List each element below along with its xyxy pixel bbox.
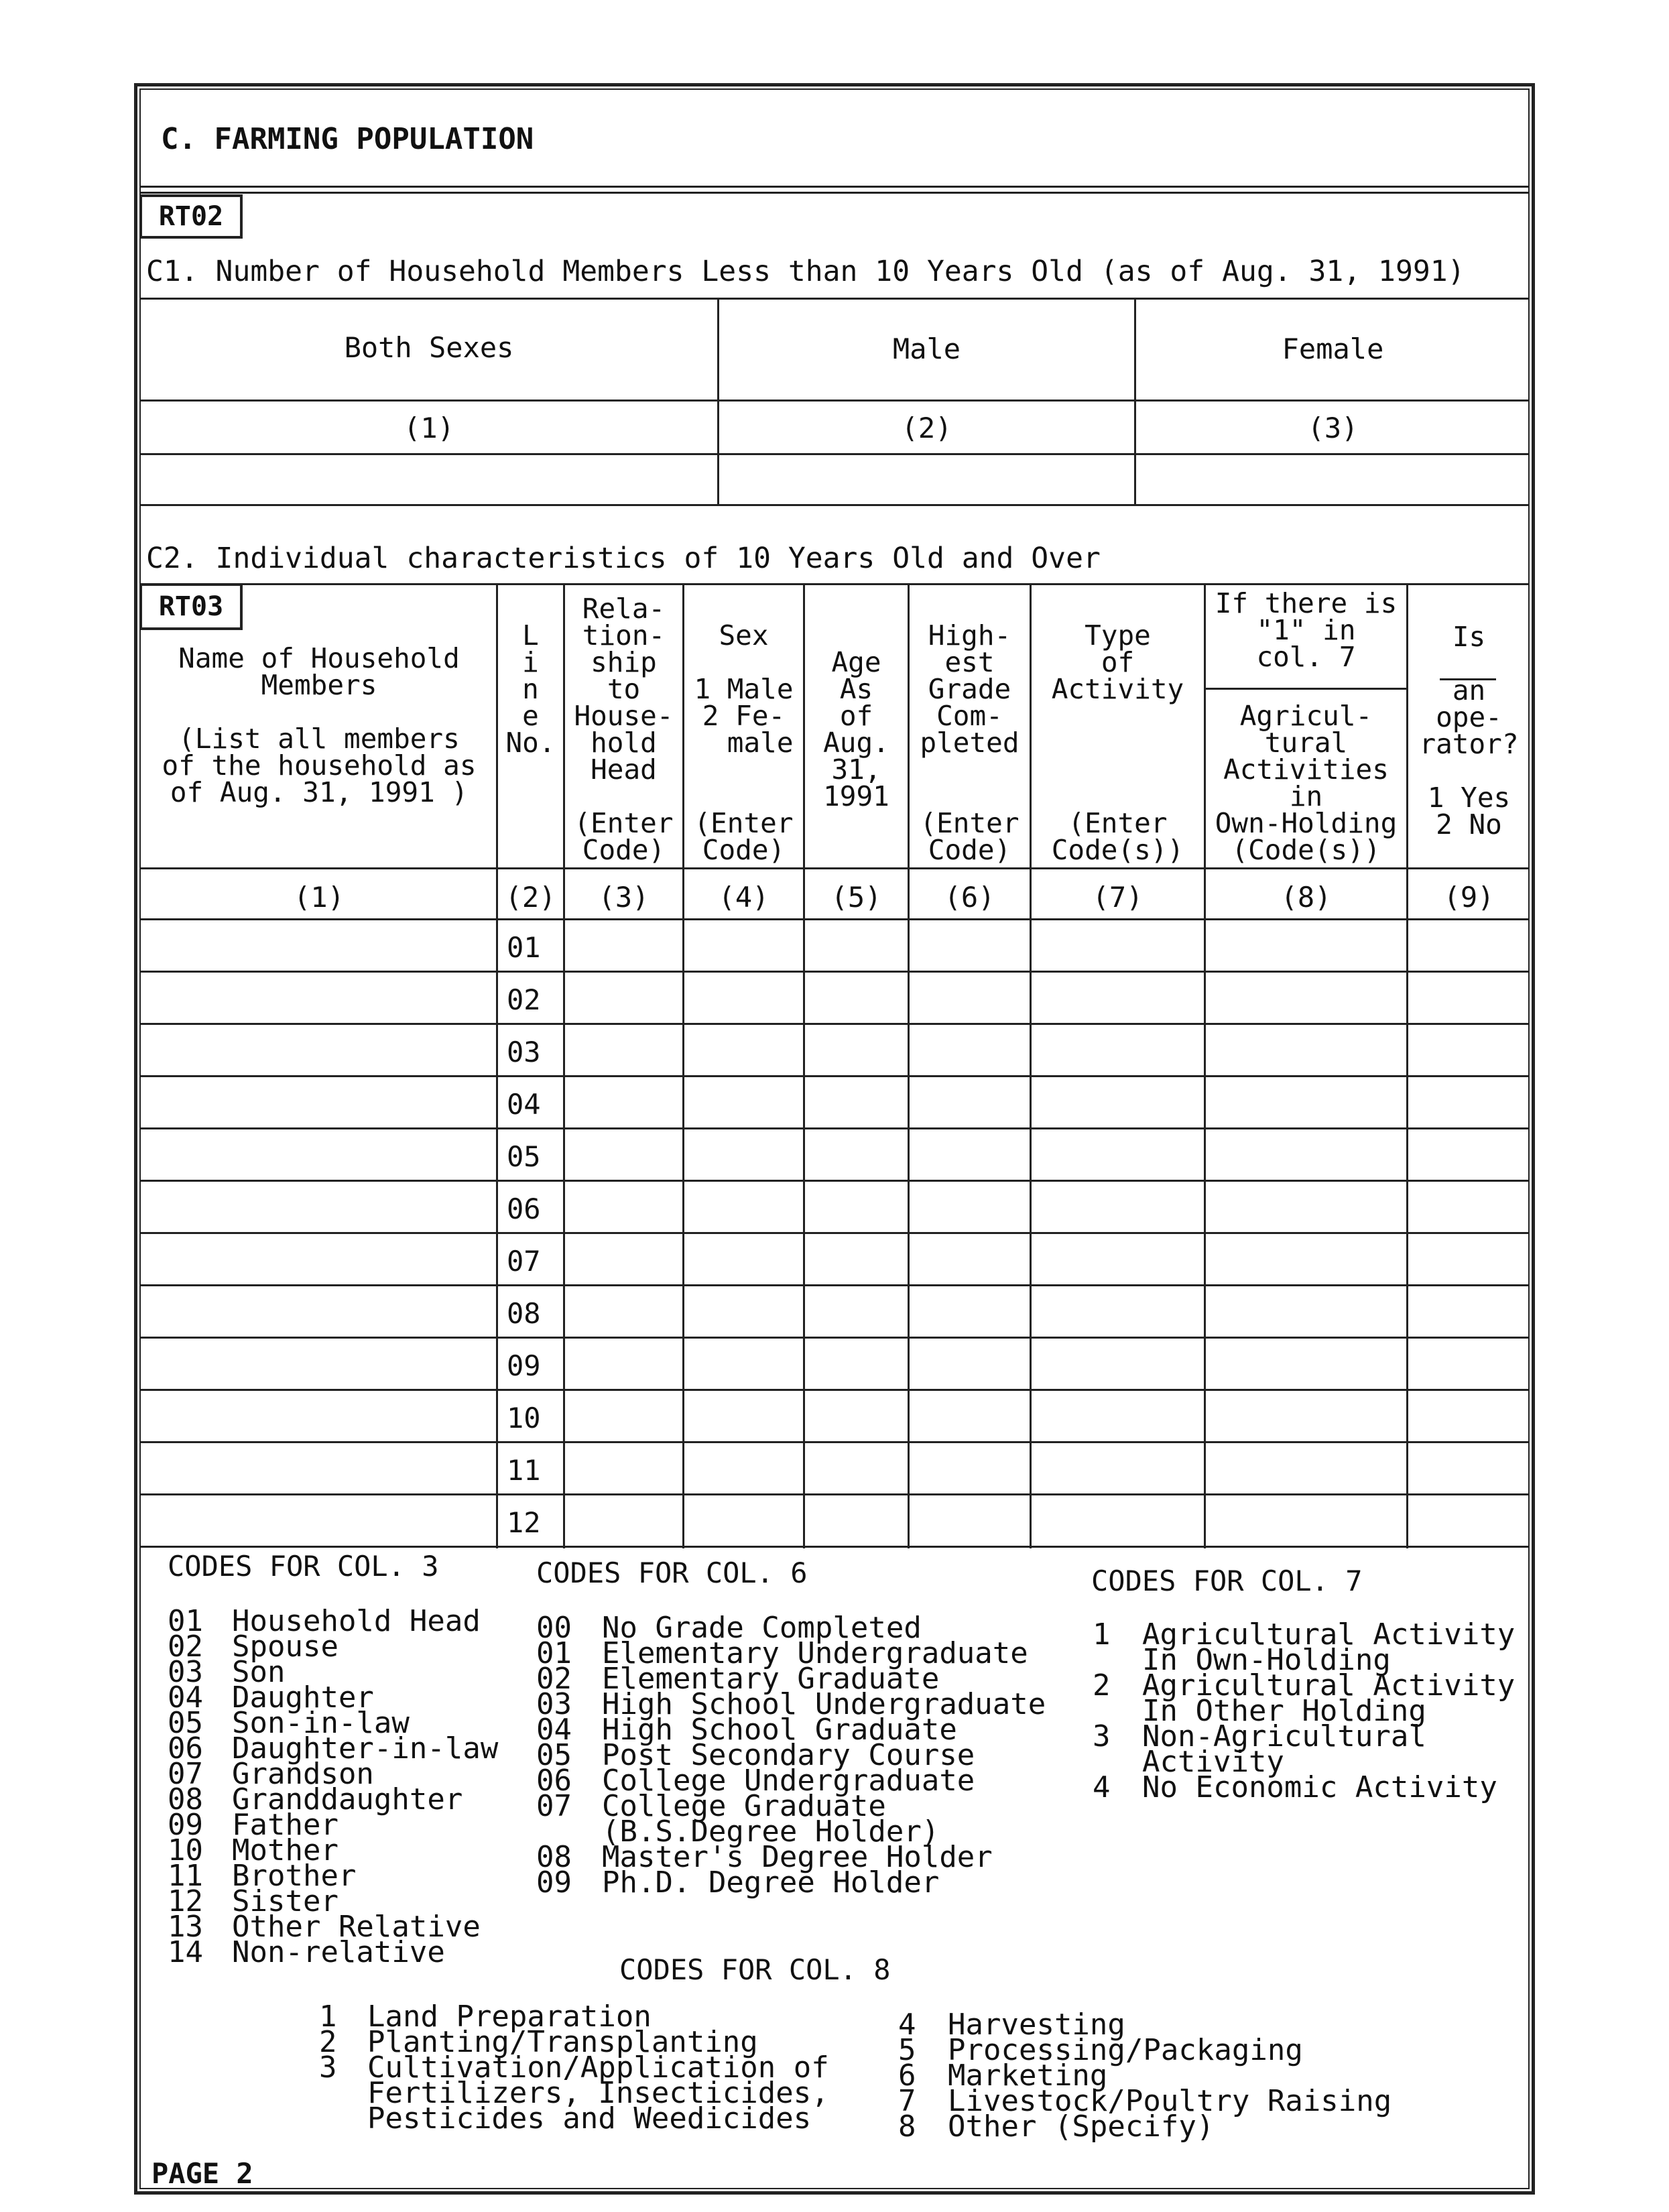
- row-09-relationship-input[interactable]: [565, 1339, 682, 1389]
- row-03-relationship-input[interactable]: [565, 1025, 682, 1075]
- row-07-activity-input[interactable]: [1032, 1234, 1204, 1284]
- c2-header-operator-top: Is: [1452, 621, 1486, 653]
- row-07-operator-input[interactable]: [1408, 1234, 1530, 1284]
- row-12-name-input[interactable]: [141, 1495, 496, 1546]
- row-06-operator-input[interactable]: [1408, 1182, 1530, 1232]
- row-03-sex-input[interactable]: [684, 1025, 803, 1075]
- c2-header-grade: High- est Grade Com- pleted (Enter Code): [920, 619, 1019, 866]
- c1-colnum-3: (3): [1307, 412, 1359, 444]
- row-03-agri-activities-input[interactable]: [1206, 1025, 1406, 1075]
- row-04-name-input[interactable]: [141, 1077, 496, 1127]
- row-06-grade-input[interactable]: [910, 1182, 1030, 1232]
- c2-header-bottom-line: [139, 867, 1530, 869]
- row-03-name-input[interactable]: [141, 1025, 496, 1075]
- row-09-sex-input[interactable]: [684, 1339, 803, 1389]
- row-06-sex-input[interactable]: [684, 1182, 803, 1232]
- c2-header-sex: Sex 1 Male 2 Fe- male (Enter Code): [694, 619, 794, 866]
- codes-col8-title: CODES FOR COL. 8: [619, 1953, 891, 1986]
- c2-header-name: Name of Household Members (List all members of the household as of Aug. 31, 1991 ): [162, 642, 477, 808]
- c2-header-relationship: Rela- tion- ship to House- hold Head (Enter Code): [574, 593, 674, 866]
- row-09-name-input[interactable]: [141, 1339, 496, 1389]
- row-02-operator-input[interactable]: [1408, 973, 1530, 1023]
- row-05-agri-activities-input[interactable]: [1206, 1129, 1406, 1180]
- c2-header-line-no: L i n e No.: [505, 619, 556, 759]
- row-09-agri-activities-input[interactable]: [1206, 1339, 1406, 1389]
- row-10-sex-input[interactable]: [684, 1391, 803, 1441]
- row-05-sex-input[interactable]: [684, 1129, 803, 1180]
- codes-col7-codes: 1 2 3 4: [1093, 1617, 1111, 1804]
- row-12-grade-input[interactable]: [910, 1495, 1030, 1546]
- row-07-name-input[interactable]: [141, 1234, 496, 1284]
- rt02-record-type: RT02: [139, 194, 243, 239]
- line-number-03: 03: [507, 1036, 541, 1068]
- row-03-grade-input[interactable]: [910, 1025, 1030, 1075]
- codes-col8-right-codes: 4 5 6 7 8: [898, 2008, 916, 2144]
- row-04-activity-input[interactable]: [1032, 1077, 1204, 1127]
- c2-colnum-5: (5): [830, 881, 882, 914]
- c1-input-female[interactable]: [1136, 455, 1530, 504]
- line-number-08: 08: [507, 1297, 541, 1330]
- row-10-agri-activities-input[interactable]: [1206, 1391, 1406, 1441]
- row-09-grade-input[interactable]: [910, 1339, 1030, 1389]
- c2-header-agri: Agricul- tural Activities in Own-Holding (Code(s)): [1215, 700, 1398, 866]
- row-06-age-input[interactable]: [805, 1182, 908, 1232]
- row-01-name-input[interactable]: [141, 920, 496, 971]
- c2-header-operator: an ope- rator? 1 Yes 2 No: [1419, 674, 1519, 841]
- row-08-activity-input[interactable]: [1032, 1286, 1204, 1337]
- c2-top-line: [139, 583, 1530, 585]
- row-10-activity-input[interactable]: [1032, 1391, 1204, 1441]
- c2-colnum-6: (6): [944, 881, 995, 914]
- page-number: PAGE 2: [151, 2157, 253, 2190]
- row-01-operator-input[interactable]: [1408, 920, 1530, 971]
- row-04-relationship-input[interactable]: [565, 1077, 682, 1127]
- row-02-activity-input[interactable]: [1032, 973, 1204, 1023]
- codes-col3-title: CODES FOR COL. 3: [168, 1550, 439, 1583]
- line-number-02: 02: [507, 983, 541, 1016]
- section-title: C. FARMING POPULATION: [161, 122, 534, 156]
- title-divider: [139, 186, 1530, 188]
- row-05-age-input[interactable]: [805, 1129, 908, 1180]
- row-06-name-input[interactable]: [141, 1182, 496, 1232]
- row-07-relationship-input[interactable]: [565, 1234, 682, 1284]
- c2-colnum-7: (7): [1092, 881, 1143, 914]
- c2-colnum-9: (9): [1443, 881, 1495, 914]
- c1-header-female: Female: [1282, 332, 1384, 365]
- row-01-sex-input[interactable]: [684, 920, 803, 971]
- row-01-grade-input[interactable]: [910, 920, 1030, 971]
- row-01-activity-input[interactable]: [1032, 920, 1204, 971]
- row-07-agri-activities-input[interactable]: [1206, 1234, 1406, 1284]
- row-08-operator-input[interactable]: [1408, 1286, 1530, 1337]
- c2-header-8-split: [1206, 688, 1406, 690]
- c1-title: C1. Number of Household Members Less than 10 Years Old (as of Aug. 31, 1991): [146, 255, 1465, 288]
- row-08-name-input[interactable]: [141, 1286, 496, 1337]
- row-02-sex-input[interactable]: [684, 973, 803, 1023]
- row-07-grade-input[interactable]: [910, 1234, 1030, 1284]
- row-05-operator-input[interactable]: [1408, 1129, 1530, 1180]
- c1-colnum-2: (2): [901, 412, 952, 444]
- codes-col8-left-codes: 1 2 3: [319, 2000, 337, 2085]
- c2-colnum-8: (8): [1280, 881, 1332, 914]
- row-09-operator-input[interactable]: [1408, 1339, 1530, 1389]
- row-02-relationship-input[interactable]: [565, 973, 682, 1023]
- row-10-relationship-input[interactable]: [565, 1391, 682, 1441]
- row-04-agri-activities-input[interactable]: [1206, 1077, 1406, 1127]
- row-11-sex-input[interactable]: [684, 1443, 803, 1493]
- row-10-age-input[interactable]: [805, 1391, 908, 1441]
- row-03-age-input[interactable]: [805, 1025, 908, 1075]
- row-12-agri-activities-input[interactable]: [1206, 1495, 1406, 1546]
- row-12-age-input[interactable]: [805, 1495, 908, 1546]
- row-divider: [139, 1546, 1530, 1548]
- row-05-activity-input[interactable]: [1032, 1129, 1204, 1180]
- line-number-10: 10: [507, 1402, 541, 1434]
- row-08-agri-activities-input[interactable]: [1206, 1286, 1406, 1337]
- codes-col6-title: CODES FOR COL. 6: [536, 1556, 808, 1589]
- row-04-age-input[interactable]: [805, 1077, 908, 1127]
- c1-header-line: [139, 400, 1530, 402]
- row-08-sex-input[interactable]: [684, 1286, 803, 1337]
- c2-colnum-2: (2): [505, 881, 556, 914]
- c2-title: C2. Individual characteristics of 10 Years Old and Over: [146, 542, 1101, 575]
- codes-col7-title: CODES FOR COL. 7: [1091, 1564, 1363, 1597]
- c2-header-age: Age As of Aug. 31, 1991: [823, 646, 889, 812]
- row-11-grade-input[interactable]: [910, 1443, 1030, 1493]
- codes-col8-right-labels: Harvesting Processing/Packaging Marketing Livestock/Poultry Raising Other (Specify): [948, 2008, 1392, 2144]
- c1-input-male[interactable]: [719, 455, 1134, 504]
- row-03-activity-input[interactable]: [1032, 1025, 1204, 1075]
- c2-colnum-4: (4): [718, 881, 769, 914]
- row-06-activity-input[interactable]: [1032, 1182, 1204, 1232]
- codes-col3-labels: Household Head Spouse Son Daughter Son-in-law Daughter-in-law Grandson Granddaughter Father Mother Brother Sister Other Relative Non-relative: [232, 1604, 499, 1969]
- codes-col7-labels: Agricultural Activity In Own-Holding Agricultural Activity In Other Holding Non-Agricultural Activity No Economic Activity: [1142, 1617, 1516, 1804]
- row-10-name-input[interactable]: [141, 1391, 496, 1441]
- row-08-age-input[interactable]: [805, 1286, 908, 1337]
- row-01-relationship-input[interactable]: [565, 920, 682, 971]
- row-11-activity-input[interactable]: [1032, 1443, 1204, 1493]
- row-09-activity-input[interactable]: [1032, 1339, 1204, 1389]
- row-11-name-input[interactable]: [141, 1443, 496, 1493]
- c1-colnum-1: (1): [404, 412, 454, 444]
- line-number-01: 01: [507, 931, 541, 964]
- c1-top-line: [139, 298, 1530, 300]
- row-10-grade-input[interactable]: [910, 1391, 1030, 1441]
- line-number-06: 06: [507, 1192, 541, 1225]
- row-04-sex-input[interactable]: [684, 1077, 803, 1127]
- row-12-operator-input[interactable]: [1408, 1495, 1530, 1546]
- c2-colnum-3: (3): [598, 881, 650, 914]
- row-05-relationship-input[interactable]: [565, 1129, 682, 1180]
- line-number-05: 05: [507, 1140, 541, 1173]
- line-number-04: 04: [507, 1088, 541, 1121]
- c1-header-male: Male: [892, 332, 961, 365]
- c1-header-both-sexes: Both Sexes: [344, 331, 514, 364]
- row-07-sex-input[interactable]: [684, 1234, 803, 1284]
- line-number-07: 07: [507, 1245, 541, 1278]
- row-11-relationship-input[interactable]: [565, 1443, 682, 1493]
- row-03-operator-input[interactable]: [1408, 1025, 1530, 1075]
- row-05-name-input[interactable]: [141, 1129, 496, 1180]
- row-06-relationship-input[interactable]: [565, 1182, 682, 1232]
- row-09-age-input[interactable]: [805, 1339, 908, 1389]
- line-number-11: 11: [507, 1454, 541, 1487]
- row-11-agri-activities-input[interactable]: [1206, 1443, 1406, 1493]
- title-divider-2: [139, 192, 1530, 194]
- codes-col8-left-labels: Land Preparation Planting/Transplanting Cultivation/Application of Fertilizers, Insecticides, Pesticides and Weedicides: [367, 2000, 829, 2136]
- row-11-age-input[interactable]: [805, 1443, 908, 1493]
- row-07-age-input[interactable]: [805, 1234, 908, 1284]
- codes-col6-codes: 00 01 02 03 04 05 06 07 08 09: [536, 1611, 572, 1900]
- row-04-operator-input[interactable]: [1408, 1077, 1530, 1127]
- row-12-activity-input[interactable]: [1032, 1495, 1204, 1546]
- row-02-age-input[interactable]: [805, 973, 908, 1023]
- codes-col6-labels: No Grade Completed Elementary Undergraduate Elementary Graduate High School Undergraduate High School Graduate Post Secondary Course College Undergraduate College Graduate (B.S.Degree Holder) Master's Degree Holder Ph.D. Degree Holder: [602, 1611, 1046, 1900]
- row-01-age-input[interactable]: [805, 920, 908, 971]
- row-11-operator-input[interactable]: [1408, 1443, 1530, 1493]
- row-12-relationship-input[interactable]: [565, 1495, 682, 1546]
- row-06-agri-activities-input[interactable]: [1206, 1182, 1406, 1232]
- line-number-09: 09: [507, 1349, 541, 1382]
- row-02-name-input[interactable]: [141, 973, 496, 1023]
- row-04-grade-input[interactable]: [910, 1077, 1030, 1127]
- c2-colnum-1: (1): [294, 881, 345, 914]
- c1-input-both-sexes[interactable]: [141, 455, 717, 504]
- row-02-grade-input[interactable]: [910, 973, 1030, 1023]
- rt03-record-type: RT03: [139, 583, 243, 630]
- row-05-grade-input[interactable]: [910, 1129, 1030, 1180]
- line-number-12: 12: [507, 1506, 541, 1539]
- row-10-operator-input[interactable]: [1408, 1391, 1530, 1441]
- row-12-sex-input[interactable]: [684, 1495, 803, 1546]
- c2-header-activity: Type of Activity (Enter Code(s)): [1051, 619, 1184, 866]
- codes-col3-codes: 01 02 03 04 05 06 07 08 09 10 11 12 13 14: [168, 1604, 203, 1969]
- row-02-agri-activities-input[interactable]: [1206, 973, 1406, 1023]
- row-08-grade-input[interactable]: [910, 1286, 1030, 1337]
- row-08-relationship-input[interactable]: [565, 1286, 682, 1337]
- c1-bottom-line: [139, 504, 1530, 506]
- c2-header-if-there: If there is "1" in col. 7: [1215, 587, 1398, 673]
- row-01-agri-activities-input[interactable]: [1206, 920, 1406, 971]
